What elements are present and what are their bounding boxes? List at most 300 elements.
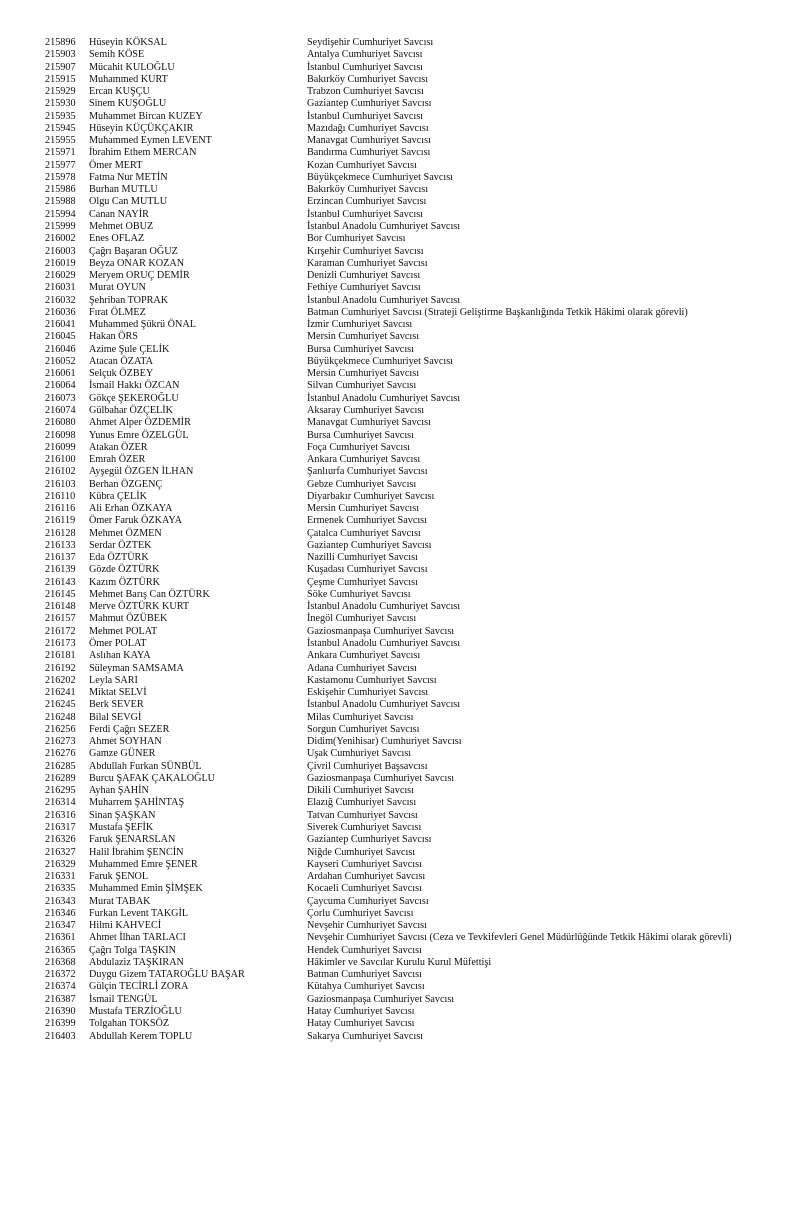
list-row: [0, 491, 798, 503]
person-name: Fatma Nur METİN: [89, 171, 168, 183]
appointment-list: [0, 37, 798, 1043]
person-name: Sinem KUŞOĞLU: [89, 98, 167, 110]
registry-number: 216080: [45, 417, 76, 429]
registry-number: 216365: [45, 944, 76, 956]
list-row: [0, 638, 798, 650]
position-title: İstanbul Anadolu Cumhuriyet Savcısı: [307, 601, 461, 613]
list-row: [0, 797, 798, 809]
registry-number: 216032: [45, 294, 76, 306]
registry-number: 215930: [45, 98, 76, 110]
position-title: Tatvan Cumhuriyet Savcısı: [307, 809, 418, 821]
position-title: Erzincan Cumhuriyet Savcısı: [307, 196, 427, 208]
position-title: Gaziantep Cumhuriyet Savcısı: [307, 98, 432, 110]
person-name: Fırat ÖLMEZ: [89, 306, 146, 318]
registry-number: 216285: [45, 760, 76, 772]
position-title: Seydişehir Cumhuriyet Savcısı: [307, 37, 434, 48]
person-name: Emrah ÖZER: [89, 454, 146, 466]
list-row: [0, 454, 798, 466]
registry-number: 215999: [45, 220, 76, 232]
position-title: Bakırköy Cumhuriyet Savcısı: [307, 73, 429, 85]
person-name: Muhammed Emre ŞENER: [89, 858, 198, 870]
registry-number: 215945: [45, 122, 76, 134]
person-name: Leyla SARI: [89, 674, 138, 686]
registry-number: 216003: [45, 245, 76, 257]
list-row: [0, 920, 798, 932]
registry-number: 216245: [45, 699, 76, 711]
registry-number: 216331: [45, 871, 76, 883]
registry-number: 216148: [45, 601, 76, 613]
position-title: Bakırköy Cumhuriyet Savcısı: [307, 184, 429, 196]
registry-number: 216064: [45, 380, 76, 392]
person-name: Hilmi KAHVECİ: [89, 920, 162, 932]
list-row: [0, 184, 798, 196]
person-name: Ferdi Çağrı SEZER: [89, 723, 170, 735]
person-name: Azime Şule ÇELİK: [89, 343, 170, 355]
person-name: Tolgahan TOKSÖZ: [89, 1018, 170, 1030]
registry-number: 216036: [45, 306, 76, 318]
registry-number: 216327: [45, 846, 76, 858]
list-row: [0, 503, 798, 515]
list-row: [0, 233, 798, 245]
person-name: Serdar ÖZTEK: [89, 539, 152, 551]
position-title: Çeşme Cumhuriyet Savcısı: [307, 576, 418, 588]
registry-number: 215994: [45, 208, 76, 220]
position-title: Siverek Cumhuriyet Savcısı: [307, 822, 422, 833]
registry-number: 216102: [45, 466, 76, 478]
position-title: İnegöl Cumhuriyet Savcısı: [307, 613, 417, 625]
list-row: [0, 626, 798, 638]
person-name: Abdullah Furkan SÜNBÜL: [89, 760, 202, 772]
person-name: Mehmet ÖZMEN: [89, 527, 162, 539]
person-name: Şehriban TOPRAK: [89, 294, 169, 306]
registry-number: 216172: [45, 625, 76, 637]
position-title: Kocaeli Cumhuriyet Savcısı: [307, 883, 422, 895]
position-title: Gaziosmanpaşa Cumhuriyet Savcısı: [307, 993, 455, 1005]
position-title: İstanbul Cumhuriyet Savcısı: [307, 61, 424, 73]
registry-number: 216061: [45, 368, 76, 380]
registry-number: 216317: [45, 822, 76, 833]
person-name: Selçuk ÖZBEY: [89, 368, 154, 380]
position-title: Bandırma Cumhuriyet Savcısı: [307, 147, 431, 159]
list-row: [0, 847, 798, 859]
person-name: Faruk ŞENARSLAN: [89, 834, 176, 846]
position-title: Batman Cumhuriyet Savcısı: [307, 969, 422, 981]
list-row: [0, 981, 798, 993]
registry-number: 216335: [45, 883, 76, 895]
list-row: [0, 221, 798, 233]
list-row: [0, 466, 798, 478]
person-name: Ahmet Alper ÖZDEMİR: [89, 417, 191, 429]
person-name: Ömer Faruk ÖZKAYA: [89, 515, 182, 527]
person-name: Mücahit KULOĞLU: [89, 61, 175, 73]
registry-number: 215915: [45, 73, 76, 85]
person-name: Kazım ÖZTÜRK: [89, 576, 161, 588]
position-title: Aksaray Cumhuriyet Savcısı: [307, 404, 425, 416]
registry-number: 216133: [45, 539, 76, 551]
list-row: [0, 368, 798, 380]
list-row: [0, 564, 798, 576]
position-title: Hatay Cumhuriyet Savcısı: [307, 1005, 415, 1017]
list-row: [0, 98, 798, 110]
list-row: [0, 994, 798, 1006]
registry-number: 215955: [45, 135, 76, 147]
person-name: Gülçin TECİRLİ ZORA: [89, 981, 189, 993]
registry-number: 216361: [45, 932, 76, 944]
person-name: Burhan MUTLU: [89, 184, 158, 196]
person-name: Berk SEVER: [89, 699, 144, 711]
person-name: Mahmut ÖZÜBEK: [89, 613, 168, 625]
position-title: Kırşehir Cumhuriyet Savcısı: [307, 245, 424, 257]
registry-number: 216181: [45, 650, 76, 662]
person-name: İbrahim Ethem MERCAN: [89, 147, 197, 159]
list-row: [0, 650, 798, 662]
position-title: Sorgun Cumhuriyet Savcısı: [307, 723, 420, 735]
person-name: Burcu ŞAFAK ÇAKALOĞLU: [89, 772, 216, 784]
position-title: Didim(Yenihisar) Cumhuriyet Savcısı: [307, 736, 462, 748]
position-title: Gebze Cumhuriyet Savcısı: [307, 478, 417, 490]
person-name: Çağrı Tolga TAŞKIN: [89, 944, 176, 956]
position-title: Mersin Cumhuriyet Savcısı: [307, 368, 420, 380]
position-title: Çivril Cumhuriyet Başsavcısı: [307, 760, 428, 772]
position-title: İstanbul Anadolu Cumhuriyet Savcısı: [307, 392, 461, 404]
registry-number: 215988: [45, 196, 76, 208]
list-row: [0, 172, 798, 184]
person-name: Sinan ŞAŞKAN: [89, 809, 156, 821]
position-title: Nevşehir Cumhuriyet Savcısı (Ceza ve Tevkifevleri Genel Müdürlüğünde Tetkik Hâkimi olarak görevli): [307, 932, 732, 944]
position-title: Kayseri Cumhuriyet Savcısı: [307, 858, 422, 870]
list-row: [0, 62, 798, 74]
person-name: Mehmet Barış Can ÖZTÜRK: [89, 588, 210, 600]
list-row: [0, 748, 798, 760]
registry-number: 216031: [45, 282, 76, 294]
registry-number: 215896: [45, 37, 76, 48]
position-title: Gaziosmanpaşa Cumhuriyet Savcısı: [307, 625, 455, 637]
position-title: Gaziantep Cumhuriyet Savcısı: [307, 834, 432, 846]
registry-number: 216346: [45, 907, 76, 919]
person-name: Olgu Can MUTLU: [89, 196, 168, 208]
list-row: [0, 380, 798, 392]
list-row: [0, 871, 798, 883]
position-title: Bursa Cumhuriyet Savcısı: [307, 343, 414, 355]
registry-number: 216316: [45, 809, 76, 821]
list-row: [0, 515, 798, 527]
position-title: Trabzon Cumhuriyet Savcısı: [307, 86, 424, 98]
list-row: [0, 417, 798, 429]
position-title: Mersin Cumhuriyet Savcısı: [307, 331, 420, 343]
position-title: Ankara Cumhuriyet Savcısı: [307, 650, 421, 662]
position-title: Dikili Cumhuriyet Savcısı: [307, 785, 414, 797]
list-row: [0, 687, 798, 699]
list-row: [0, 601, 798, 613]
list-row: [0, 405, 798, 417]
position-title: Manavgat Cumhuriyet Savcısı: [307, 135, 431, 147]
person-name: Gülbahar ÖZÇELİK: [89, 404, 174, 416]
position-title: Manavgat Cumhuriyet Savcısı: [307, 417, 431, 429]
registry-number: 215907: [45, 61, 76, 73]
list-row: [0, 123, 798, 135]
list-row: [0, 479, 798, 491]
position-title: Çatalca Cumhuriyet Savcısı: [307, 527, 421, 539]
position-title: Çorlu Cumhuriyet Savcısı: [307, 907, 414, 919]
list-row: [0, 613, 798, 625]
person-name: Hüseyin KÜÇÜKÇAKIR: [89, 122, 194, 134]
person-name: Halil İbrahim ŞENCİN: [89, 846, 184, 858]
registry-number: 215903: [45, 49, 76, 61]
list-row: [0, 712, 798, 724]
registry-number: 216116: [45, 503, 76, 515]
list-row: [0, 209, 798, 221]
position-title: Uşak Cumhuriyet Savcısı: [307, 748, 412, 760]
person-name: Muhammed Emin ŞİMŞEK: [89, 883, 203, 895]
person-name: Muhammed Eymen LEVENT: [89, 135, 212, 147]
position-title: Foça Cumhuriyet Savcısı: [307, 441, 410, 453]
list-row: [0, 282, 798, 294]
position-title: Denizli Cumhuriyet Savcısı: [307, 270, 421, 282]
person-name: Furkan Levent TAKGİL: [89, 907, 189, 919]
position-title: İstanbul Cumhuriyet Savcısı: [307, 208, 424, 220]
registry-number: 216289: [45, 772, 76, 784]
position-title: Adana Cumhuriyet Savcısı: [307, 662, 417, 674]
list-row: [0, 785, 798, 797]
registry-number: 216137: [45, 552, 76, 564]
list-row: [0, 258, 798, 270]
position-title: Eskişehir Cumhuriyet Savcısı: [307, 687, 429, 699]
person-name: Yunus Emre ÖZELGÜL: [89, 429, 189, 441]
list-row: [0, 442, 798, 454]
person-name: Enes OFLAZ: [89, 233, 145, 245]
registry-number: 216103: [45, 478, 76, 490]
position-title: Ankara Cumhuriyet Savcısı: [307, 454, 421, 466]
registry-number: 216128: [45, 527, 76, 539]
list-row: [0, 945, 798, 957]
person-name: Ayşegül ÖZGEN İLHAN: [89, 466, 194, 478]
registry-number: 216099: [45, 441, 76, 453]
position-title: Kuşadası Cumhuriyet Savcısı: [307, 564, 428, 576]
person-name: Muhammed Şükrü ÖNAL: [89, 319, 196, 331]
person-name: Beyza ONAR KOZAN: [89, 257, 185, 269]
position-title: Şanlıurfa Cumhuriyet Savcısı: [307, 466, 428, 478]
registry-number: 216073: [45, 392, 76, 404]
person-name: Miktat SELVİ: [89, 687, 147, 699]
registry-number: 216314: [45, 797, 76, 809]
position-title: İstanbul Anadolu Cumhuriyet Savcısı: [307, 638, 461, 650]
position-title: Bor Cumhuriyet Savcısı: [307, 233, 406, 245]
list-row: [0, 135, 798, 147]
list-row: [0, 319, 798, 331]
list-row: [0, 908, 798, 920]
person-name: Faruk ŞENOL: [89, 871, 149, 883]
person-name: Muhammet Bircan KUZEY: [89, 110, 203, 122]
registry-number: 216368: [45, 956, 76, 968]
registry-number: 216173: [45, 638, 76, 650]
list-row: [0, 699, 798, 711]
person-name: Duygu Gizem TATAROĞLU BAŞAR: [89, 969, 245, 981]
person-name: Ayhan ŞAHİN: [89, 785, 149, 797]
registry-number: 216139: [45, 564, 76, 576]
registry-number: 215971: [45, 147, 76, 159]
registry-number: 216098: [45, 429, 76, 441]
registry-number: 216119: [45, 515, 76, 527]
list-row: [0, 430, 798, 442]
position-title: Nevşehir Cumhuriyet Savcısı: [307, 920, 427, 932]
list-row: [0, 957, 798, 969]
person-name: Ali Erhan ÖZKAYA: [89, 503, 173, 515]
registry-number: 216019: [45, 257, 76, 269]
position-title: Silvan Cumhuriyet Savcısı: [307, 380, 417, 392]
person-name: Gökçe ŞEKEROĞLU: [89, 392, 179, 404]
position-title: Ardahan Cumhuriyet Savcısı: [307, 871, 426, 883]
position-title: Kastamonu Cumhuriyet Savcısı: [307, 674, 437, 686]
list-row: [0, 932, 798, 944]
position-title: Elazığ Cumhuriyet Savcısı: [307, 797, 417, 809]
registry-number: 216143: [45, 576, 76, 588]
position-title: Bursa Cumhuriyet Savcısı: [307, 429, 414, 441]
person-name: Ömer MERT: [89, 159, 143, 171]
position-title: Nazilli Cumhuriyet Savcısı: [307, 552, 418, 564]
registry-number: 216145: [45, 588, 76, 600]
list-row: [0, 859, 798, 871]
person-name: Aslıhan KAYA: [89, 650, 151, 662]
person-name: İsmail Hakkı ÖZCAN: [89, 380, 180, 392]
position-title: Sakarya Cumhuriyet Savcısı: [307, 1030, 424, 1042]
list-row: [0, 147, 798, 159]
list-row: [0, 540, 798, 552]
registry-number: 216329: [45, 858, 76, 870]
person-name: Murat TABAK: [89, 895, 151, 907]
position-title: Kütahya Cumhuriyet Savcısı: [307, 981, 425, 993]
registry-number: 216343: [45, 895, 76, 907]
person-name: Berhan ÖZGENÇ: [89, 478, 163, 490]
person-name: Merve ÖZTÜRK KURT: [89, 601, 190, 613]
registry-number: 216045: [45, 331, 76, 343]
position-title: İstanbul Cumhuriyet Savcısı: [307, 110, 424, 122]
list-row: [0, 896, 798, 908]
registry-number: 216192: [45, 662, 76, 674]
registry-number: 216100: [45, 454, 76, 466]
position-title: Büyükçekmece Cumhuriyet Savcısı: [307, 171, 453, 183]
registry-number: 216052: [45, 355, 76, 367]
list-row: [0, 393, 798, 405]
list-row: [0, 295, 798, 307]
position-title: Antalya Cumhuriyet Savcısı: [307, 49, 423, 61]
person-name: Ahmet İlhan TARLACI: [89, 932, 186, 944]
person-name: Gamze GÜNER: [89, 748, 156, 760]
person-name: Ömer POLAT: [89, 638, 147, 650]
person-name: Kübra ÇELİK: [89, 490, 147, 502]
list-row: [0, 49, 798, 61]
list-row: [0, 822, 798, 834]
list-row: [0, 1018, 798, 1030]
list-row: [0, 307, 798, 319]
person-name: Atakan ÖZER: [89, 441, 148, 453]
person-name: Meryem ORUÇ DEMİR: [89, 270, 190, 282]
position-title: İstanbul Anadolu Cumhuriyet Savcısı: [307, 220, 461, 232]
list-row: [0, 834, 798, 846]
position-title: Kozan Cumhuriyet Savcısı: [307, 159, 417, 171]
list-row: [0, 344, 798, 356]
registry-number: 216029: [45, 270, 76, 282]
person-name: İsmail TENGÜL: [89, 993, 158, 1005]
registry-number: 215935: [45, 110, 76, 122]
person-name: Eda ÖZTÜRK: [89, 552, 149, 564]
position-title: Fethiye Cumhuriyet Savcısı: [307, 282, 421, 294]
position-title: İstanbul Anadolu Cumhuriyet Savcısı: [307, 699, 461, 711]
person-name: Murat OYUN: [89, 282, 146, 294]
registry-number: 215929: [45, 86, 76, 98]
registry-number: 216387: [45, 993, 76, 1005]
person-name: Mustafa TERZİOĞLU: [89, 1005, 182, 1017]
registry-number: 216276: [45, 748, 76, 760]
position-title: Mazıdağı Cumhuriyet Savcısı: [307, 122, 429, 134]
registry-number: 216046: [45, 343, 76, 355]
registry-number: 216347: [45, 920, 76, 932]
registry-number: 216326: [45, 834, 76, 846]
person-name: Bilal SEVGİ: [89, 711, 142, 723]
position-title: Niğde Cumhuriyet Savcısı: [307, 846, 416, 858]
list-row: [0, 552, 798, 564]
list-row: [0, 736, 798, 748]
registry-number: 216372: [45, 969, 76, 981]
position-title: Gaziosmanpaşa Cumhuriyet Savcısı: [307, 772, 455, 784]
person-name: Semih KÖSE: [89, 49, 145, 61]
position-title: Diyarbakır Cumhuriyet Savcısı: [307, 490, 435, 502]
person-name: Çağrı Başaran OĞUZ: [89, 245, 178, 257]
position-title: Mersin Cumhuriyet Savcısı: [307, 503, 420, 515]
registry-number: 215978: [45, 171, 76, 183]
list-row: [0, 1006, 798, 1018]
list-row: [0, 86, 798, 98]
registry-number: 215977: [45, 159, 76, 171]
registry-number: 216390: [45, 1005, 76, 1017]
person-name: Ercan KUŞÇU: [89, 86, 150, 98]
registry-number: 216248: [45, 711, 76, 723]
list-row: [0, 74, 798, 86]
list-row: [0, 528, 798, 540]
position-title: İstanbul Anadolu Cumhuriyet Savcısı: [307, 294, 461, 306]
person-name: Hakan ÖRS: [89, 331, 138, 343]
person-name: Mehmet OBUZ: [89, 220, 154, 232]
person-name: Muharrem ŞAHİNTAŞ: [89, 797, 185, 809]
list-row: [0, 810, 798, 822]
list-row: [0, 111, 798, 123]
registry-number: 216374: [45, 981, 76, 993]
registry-number: 216399: [45, 1018, 76, 1030]
list-row: [0, 331, 798, 343]
position-title: Hendek Cumhuriyet Savcısı: [307, 944, 422, 956]
list-row: [0, 883, 798, 895]
registry-number: 216110: [45, 490, 76, 502]
position-title: Söke Cumhuriyet Savcısı: [307, 588, 411, 600]
person-name: Atacan ÖZATA: [89, 355, 153, 367]
person-name: Süleyman SAMSAMA: [89, 662, 184, 674]
registry-number: 216157: [45, 613, 76, 625]
registry-number: 216403: [45, 1030, 76, 1042]
list-row: [0, 969, 798, 981]
registry-number: 216002: [45, 233, 76, 245]
registry-number: 215986: [45, 184, 76, 196]
registry-number: 216041: [45, 319, 76, 331]
registry-number: 216074: [45, 404, 76, 416]
list-row: [0, 37, 798, 49]
list-row: [0, 773, 798, 785]
position-title: Ermenek Cumhuriyet Savcısı: [307, 515, 427, 527]
position-title: Büyükçekmece Cumhuriyet Savcısı: [307, 355, 453, 367]
list-row: [0, 724, 798, 736]
registry-number: 216202: [45, 674, 76, 686]
position-title: Hâkimler ve Savcılar Kurulu Kurul Müfettişi: [307, 956, 492, 968]
registry-number: 216256: [45, 723, 76, 735]
list-row: [0, 589, 798, 601]
